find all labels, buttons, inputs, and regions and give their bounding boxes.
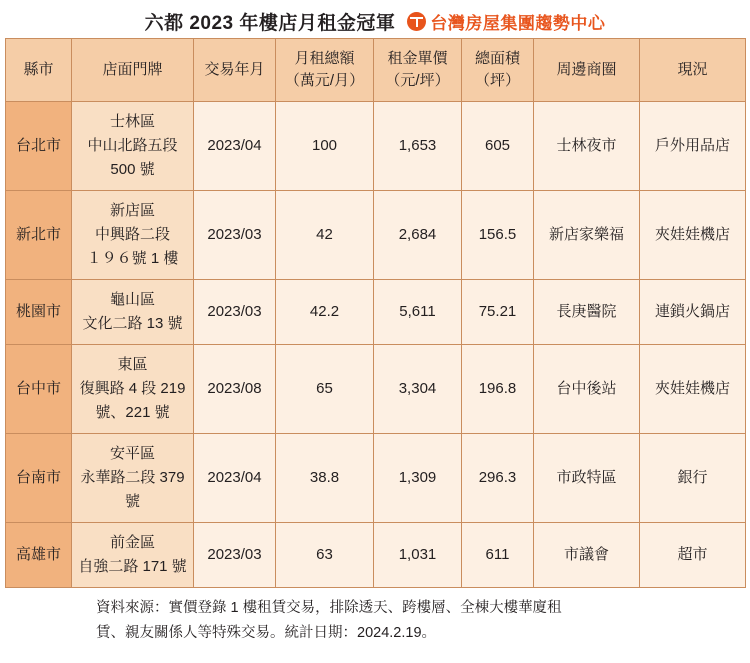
cell-address [72, 434, 194, 523]
address-line: 永華路二段 379 [80, 469, 185, 486]
address-line: 安平區 [109, 445, 155, 462]
cell-city: 新北市 [6, 191, 72, 280]
cell-address [72, 523, 194, 588]
address-line: 龜山區 [109, 291, 155, 308]
cell-address [72, 102, 194, 191]
cell-total-rent: 63 [276, 523, 374, 588]
cell-date: 2023/03 [194, 191, 276, 280]
taiwan-realty-logo-icon [407, 12, 426, 31]
address-line: 文化二路 13 號 [82, 315, 183, 332]
address-line: 自強二路 171 號 [78, 558, 187, 575]
table-header-row [6, 39, 746, 102]
address-line: 東區 [117, 356, 148, 373]
cell-unit-price: 5,611 [374, 280, 462, 345]
cell-area: 611 [462, 523, 534, 588]
address-line: 號 [124, 493, 140, 510]
cell-date: 2023/03 [194, 523, 276, 588]
table-row [6, 191, 746, 280]
column-header-unit-price-label: 租金單價 [387, 49, 448, 67]
footnote [0, 596, 750, 647]
cell-total-rent: 38.8 [276, 434, 374, 523]
cell-address [72, 191, 194, 280]
table-row [6, 434, 746, 523]
cell-total-rent: 42 [276, 191, 374, 280]
address-line: １９６號 1 樓 [86, 250, 179, 267]
cell-area: 196.8 [462, 345, 534, 434]
address-line: 士林區 [109, 113, 155, 130]
address-line: 中興路二段 [94, 226, 170, 243]
address-line: 中山北路五段 [87, 137, 178, 154]
cell-city: 台南市 [6, 434, 72, 523]
cell-mall: 市政特區 [534, 434, 640, 523]
cell-city: 台北市 [6, 102, 72, 191]
footnote-line-1: 資料來源：實價登錄 1 樓租賃交易，排除透天、跨樓層、全棟大樓華廈租 [96, 600, 562, 616]
cell-unit-price: 2,684 [374, 191, 462, 280]
rent-ranking-table [5, 38, 746, 588]
column-header-status [640, 39, 746, 102]
address-line: 新店區 [109, 202, 155, 219]
cell-unit-price: 1,653 [374, 102, 462, 191]
cell-area: 75.21 [462, 280, 534, 345]
column-header-date-label: 交易年月 [204, 60, 265, 78]
cell-mall: 長庚醫院 [534, 280, 640, 345]
cell-status: 銀行 [640, 434, 746, 523]
cell-status: 夾娃娃機店 [640, 191, 746, 280]
cell-area: 605 [462, 102, 534, 191]
column-header-area-label: 總面積 [474, 49, 520, 67]
column-header-total-rent-unit: （萬元/月） [284, 72, 365, 89]
cell-mall: 市議會 [534, 523, 640, 588]
brand-name: 台灣房屋集團趨勢中心 [430, 13, 606, 33]
table-row [6, 102, 746, 191]
cell-city: 桃園市 [6, 280, 72, 345]
header [0, 0, 750, 36]
cell-status: 戶外用品店 [640, 102, 746, 191]
column-header-unit-price [374, 39, 462, 102]
cell-date: 2023/04 [194, 434, 276, 523]
cell-total-rent: 100 [276, 102, 374, 191]
cell-address [72, 280, 194, 345]
cell-status: 連鎖火鍋店 [640, 280, 746, 345]
cell-area: 156.5 [462, 191, 534, 280]
address-line: 500 號 [110, 161, 155, 178]
cell-unit-price: 1,309 [374, 434, 462, 523]
column-header-unit-price-unit: （元/坪） [385, 72, 450, 89]
cell-city: 高雄市 [6, 523, 72, 588]
cell-address [72, 345, 194, 434]
cell-date: 2023/08 [194, 345, 276, 434]
cell-status: 超市 [640, 523, 746, 588]
cell-mall: 台中後站 [534, 345, 640, 434]
table-row [6, 523, 746, 588]
table-row [6, 345, 746, 434]
cell-date: 2023/04 [194, 102, 276, 191]
column-header-area [462, 39, 534, 102]
column-header-address-label: 店面門牌 [102, 60, 163, 78]
cell-status: 夾娃娃機店 [640, 345, 746, 434]
cell-area: 296.3 [462, 434, 534, 523]
column-header-total-rent-label: 月租總額 [294, 49, 355, 67]
column-header-city [6, 39, 72, 102]
table-row [6, 280, 746, 345]
cell-unit-price: 3,304 [374, 345, 462, 434]
address-line: 號、221 號 [95, 404, 170, 421]
column-header-mall [534, 39, 640, 102]
column-header-mall-label: 周邊商圈 [556, 60, 617, 78]
column-header-city-label: 縣市 [23, 60, 54, 78]
address-line: 復興路 4 段 219 [79, 380, 186, 397]
cell-mall: 士林夜市 [534, 102, 640, 191]
column-header-status-label: 現況 [677, 60, 708, 78]
column-header-area-unit: （坪） [474, 72, 520, 89]
cell-unit-price: 1,031 [374, 523, 462, 588]
footnote-line-2: 賃、親友關係人等特殊交易。統計日期：2024.2.19。 [96, 625, 437, 642]
column-header-address [72, 39, 194, 102]
column-header-date [194, 39, 276, 102]
cell-total-rent: 65 [276, 345, 374, 434]
cell-mall: 新店家樂福 [534, 191, 640, 280]
cell-date: 2023/03 [194, 280, 276, 345]
column-header-total-rent [276, 39, 374, 102]
cell-total-rent: 42.2 [276, 280, 374, 345]
brand-logo [407, 9, 605, 34]
address-line: 前金區 [109, 534, 155, 551]
cell-city: 台中市 [6, 345, 72, 434]
page-title: 六都 2023 年樓店月租金冠軍 [144, 12, 396, 34]
